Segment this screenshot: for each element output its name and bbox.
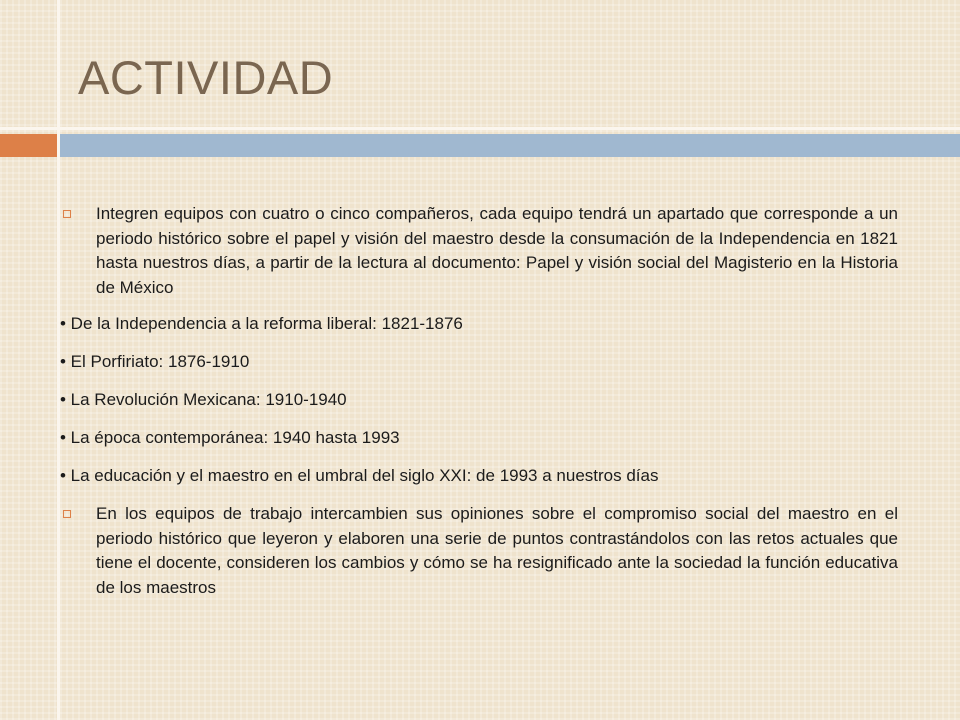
slide-title: ACTIVIDAD bbox=[78, 51, 334, 104]
accent-bar-orange bbox=[0, 134, 57, 157]
horizontal-divider bbox=[0, 127, 960, 130]
period-item: • De la Independencia a la reforma liberal: 1821-1876 bbox=[60, 314, 463, 333]
instruction-paragraph-1 bbox=[60, 202, 898, 300]
period-item: • El Porfiriato: 1876-1910 bbox=[60, 352, 250, 371]
period-item: • La época contemporánea: 1940 hasta 1993 bbox=[60, 428, 400, 447]
period-item: • La educación y el maestro en el umbral del siglo XXI: de 1993 a nuestros días bbox=[60, 466, 659, 485]
instruction-text-1: Integren equipos con cuatro o cinco compañeros, cada equipo tendrá un apartado que corresponde a un periodo histórico sobre el papel y visión del maestro desde la consumación de la Independencia en 1821 hasta nuestros días, a partir de la lectura al documento: Papel y visión social del Magisterio en la Historia de México bbox=[96, 204, 898, 297]
hollow-square-bullet-icon bbox=[63, 210, 71, 218]
instruction-paragraph-2 bbox=[60, 502, 898, 600]
period-item: • La Revolución Mexicana: 1910-1940 bbox=[60, 390, 347, 409]
slide-body bbox=[60, 202, 898, 612]
instruction-text-2: En los equipos de trabajo intercambien sus opiniones sobre el compromiso social del maestro en el periodo histórico que leyeron y elaboren una serie de puntos contrastándolos con las retos actuales que tiene el docente, consideren los cambios y cómo se ha resignificado ante la sociedad la función educativa de los maestros bbox=[96, 504, 898, 597]
hollow-square-bullet-icon bbox=[63, 510, 71, 518]
accent-bar-blue bbox=[60, 134, 960, 157]
